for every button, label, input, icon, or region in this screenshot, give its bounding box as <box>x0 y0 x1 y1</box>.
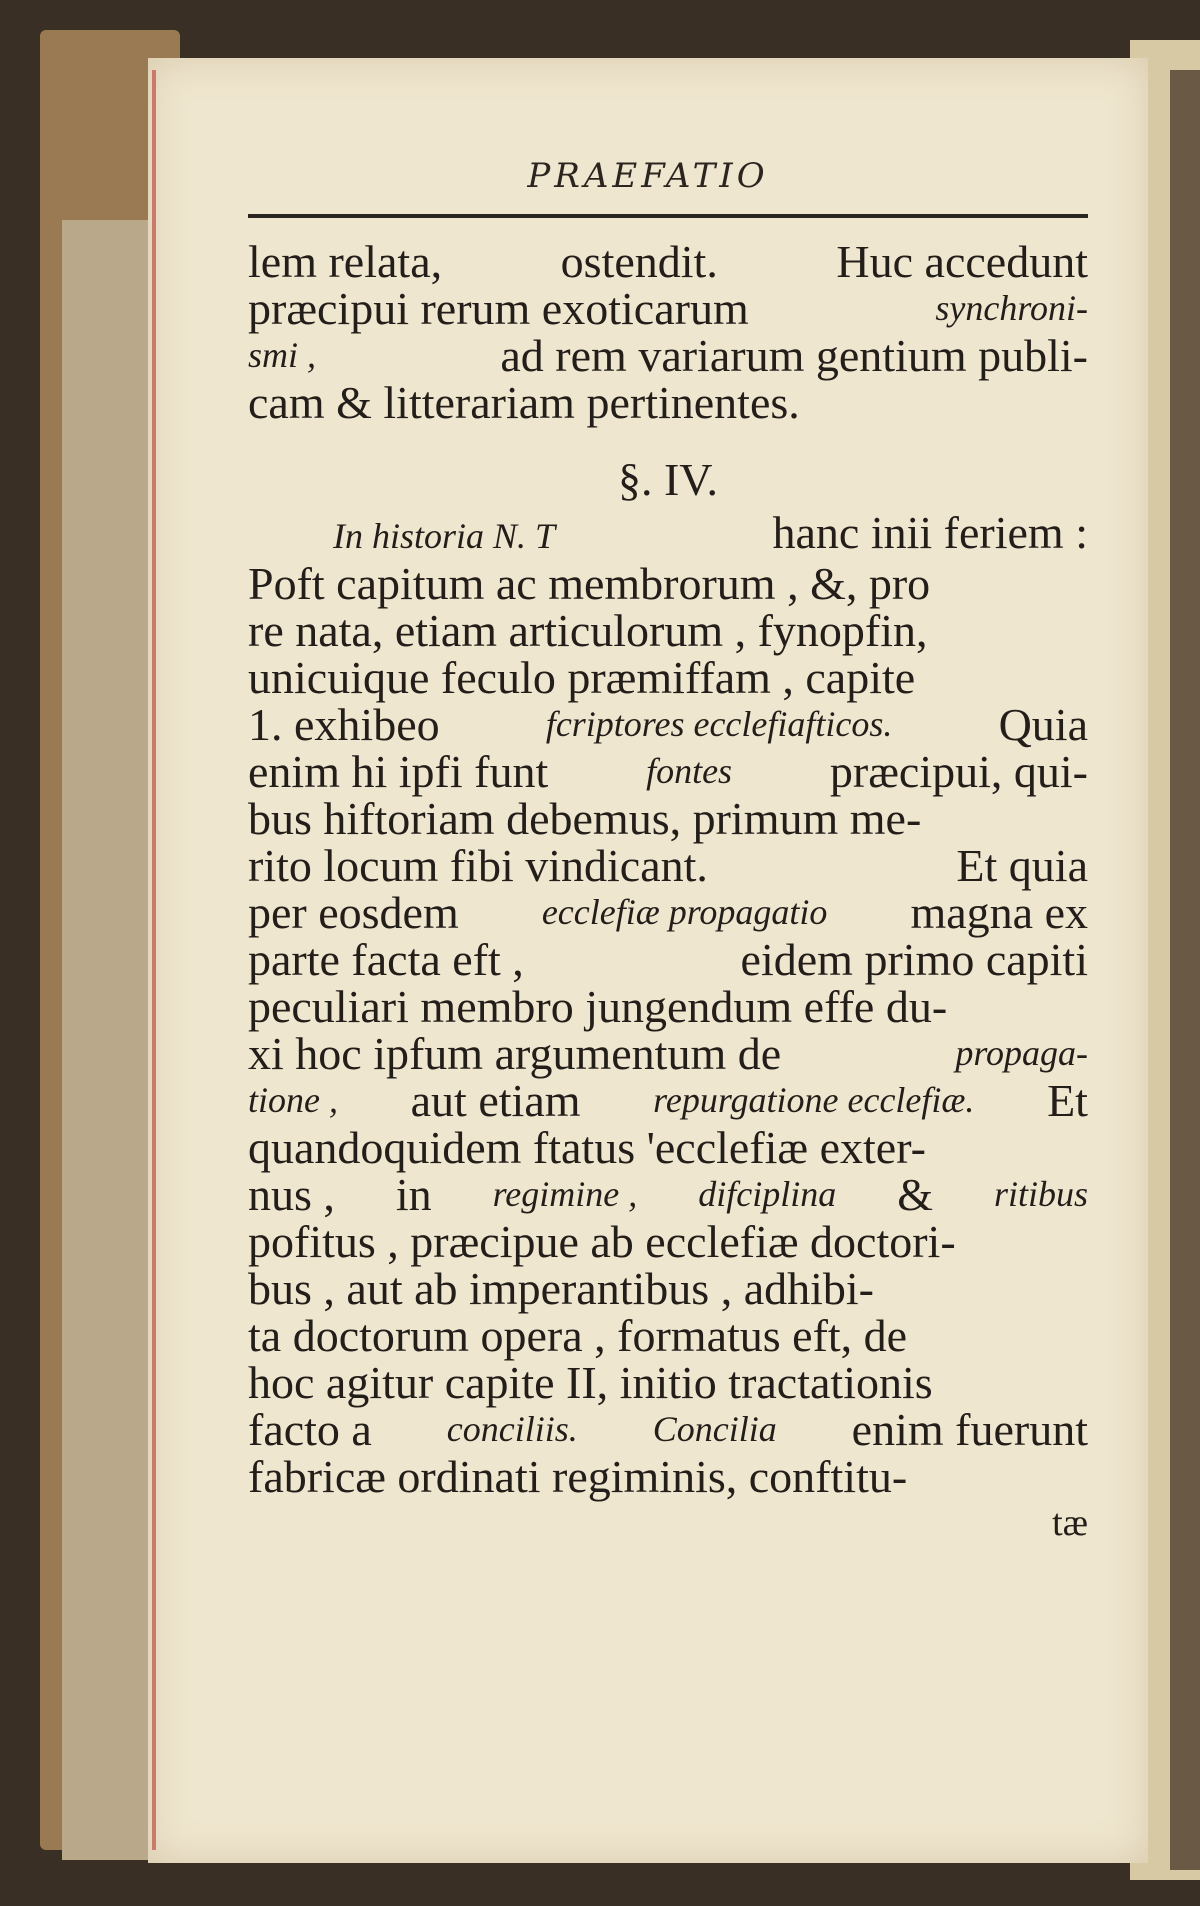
text-line: bus hiftoriam debemus, primum me- <box>248 793 922 844</box>
text-line: xi hoc ipfum argumentum de propaga- <box>248 1028 1088 1079</box>
text-line: facto a conciliis. Concilia enim fuerunt <box>248 1404 1088 1455</box>
text-line: tione , aut etiam repurgatione ecclefiæ. Et <box>248 1075 1088 1126</box>
text-line: nus , in regimine , difciplina & ritibus <box>248 1169 1088 1220</box>
text-line: parte facta eft , eidem primo capiti <box>248 934 1088 985</box>
text-line: præcipui rerum exoticarum synchroni- <box>248 283 1088 334</box>
text-line: smi , ad rem variarum gentium publi- <box>248 330 1088 381</box>
text-line: lem relata, ostendit. Huc accedunt <box>248 236 1088 287</box>
text-line: enim hi ipfi funt fontes præcipui, qui- <box>248 746 1088 797</box>
text-line: 1. exhibeo fcriptores ecclefiafticos. Quia <box>248 699 1088 750</box>
section-heading: §. IV. <box>617 454 719 505</box>
text-line: In historia N. T hanc inii feriem : <box>333 507 1088 558</box>
page-margin-rule <box>152 70 156 1850</box>
text-line: hoc agitur capite II, initio tractationis <box>248 1357 933 1408</box>
text-line: rito locum fibi vindicant. Et quia <box>248 840 1088 891</box>
text-line: per eosdem ecclefiæ propagatio magna ex <box>248 887 1088 938</box>
text-line: cam & litterariam pertinentes. <box>248 377 800 428</box>
text-line: ta doctorum opera , formatus eft, de <box>248 1310 908 1361</box>
text-line: peculiari membro jungendum effe du- <box>248 981 948 1032</box>
text-line: unicuique feculo præmiffam , capite <box>248 652 916 703</box>
printed-page <box>148 58 1148 1863</box>
text-line: pofitus , præcipue ab ecclefiæ doctori- <box>248 1216 956 1267</box>
head-rule <box>248 214 1088 218</box>
right-page-edge <box>1170 70 1200 1870</box>
catchword: tæ <box>1052 1502 1088 1544</box>
text-line: fabricæ ordinati regiminis, conftitu- <box>248 1451 908 1502</box>
page-body-text <box>248 238 1088 1547</box>
text-line: bus , aut ab imperantibus , adhibi- <box>248 1263 874 1314</box>
running-head: PRAEFATIO <box>527 156 769 196</box>
text-line: Poft capitum ac membrorum , &, pro <box>248 558 931 609</box>
text-line: re nata, etiam articulorum , fynopfin, <box>248 605 928 656</box>
text-line: quandoquidem ftatus 'ecclefiæ exter- <box>248 1122 926 1173</box>
